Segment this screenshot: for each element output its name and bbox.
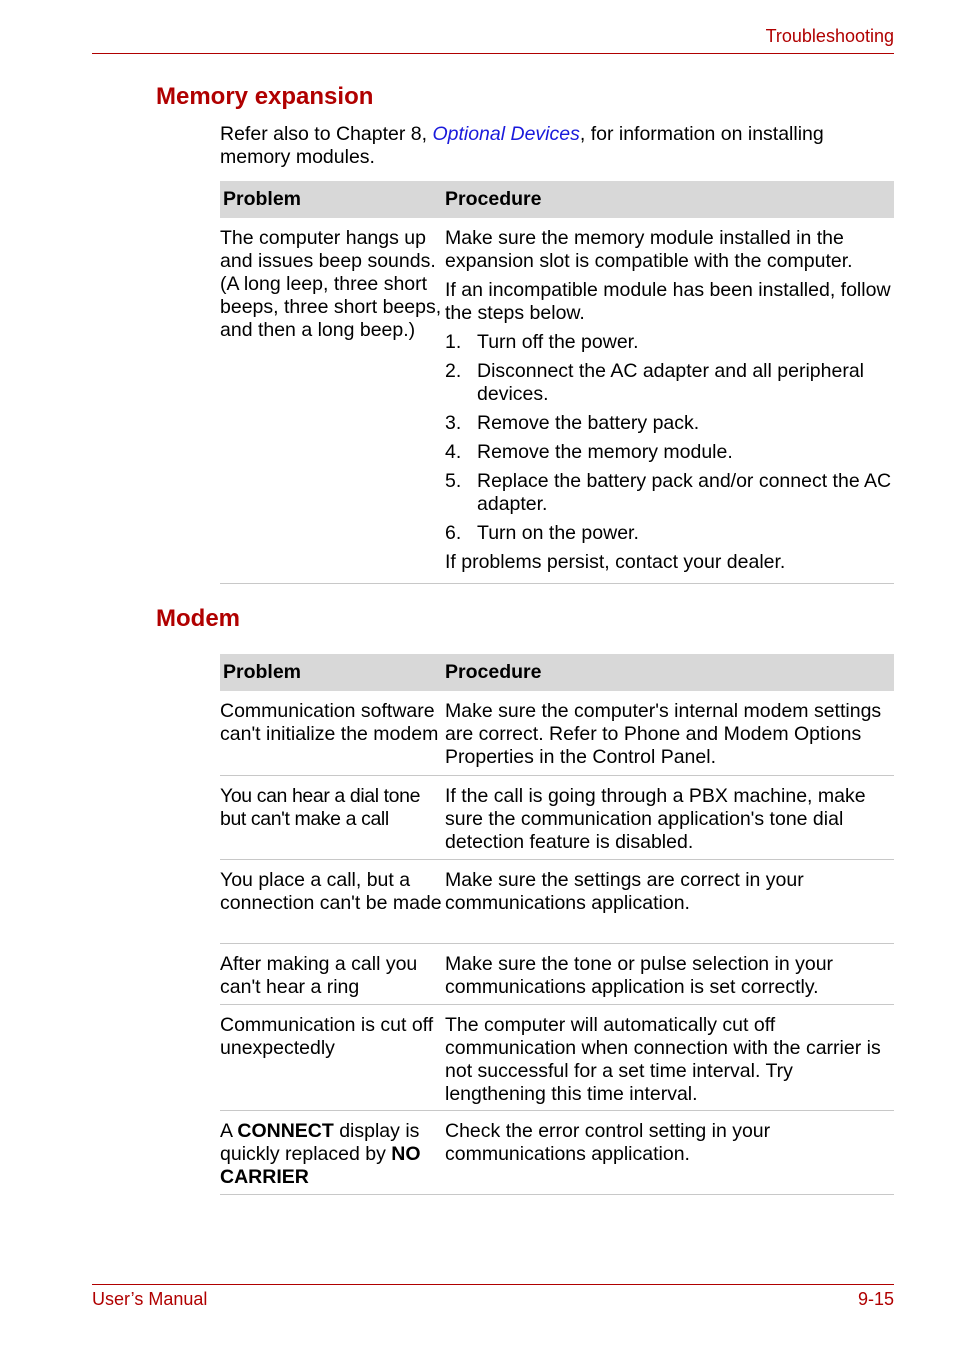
modem-heading: Modem [156, 605, 240, 632]
table-row [220, 860, 894, 944]
procedure-text: If problems persist, contact your dealer. [445, 551, 786, 573]
table-row [220, 1005, 894, 1111]
text: A [220, 1120, 238, 1142]
intro-text: Refer also to Chapter 8, [220, 123, 433, 145]
table-row [220, 218, 894, 584]
step-text: Remove the memory module. [477, 441, 733, 463]
col-problem: Problem [223, 661, 302, 683]
procedure-cell: If the call is going through a PBX machine, make sure the communication application's tone dial detection feature is disabled. [445, 785, 866, 853]
step-item [445, 441, 894, 464]
procedure-cell: Make sure the computer's internal modem settings are correct. Refer to Phone and Modem Options Properties in the Control Panel. [445, 700, 882, 768]
table-row [220, 691, 894, 776]
step-item [445, 412, 894, 435]
footer-title: User’s Manual [92, 1289, 208, 1309]
procedure-cell [445, 227, 894, 583]
procedure-cell: The computer will automatically cut off communication when connection with the carrier is not successful for a set time interval. Try lengthening this time interval. [445, 1014, 881, 1105]
table-row [220, 944, 894, 1005]
procedure-text: If an incompatible module has been installed, follow the steps below. [445, 279, 891, 324]
step-number: 5. [445, 470, 462, 492]
memory-table [220, 181, 894, 584]
step-number: 3. [445, 412, 462, 434]
procedure-text: Make sure the memory module installed in the expansion slot is compatible with the computer. [445, 227, 853, 272]
step-number: 6. [445, 522, 462, 544]
page-number: 9-15 [857, 1289, 894, 1309]
footer-rule [92, 1284, 894, 1285]
step-text: Turn off the power. [477, 331, 639, 353]
table-row [220, 1111, 894, 1195]
col-procedure: Procedure [445, 661, 542, 683]
procedure-cell: Make sure the tone or pulse selection in your communications application is set correctly. [445, 953, 834, 998]
problem-cell [220, 1120, 445, 1194]
procedure-cell: Make sure the settings are correct in your communications application. [445, 869, 804, 914]
problem-cell: You can hear a dial tone but can't make a call [220, 785, 421, 830]
step-text: Remove the battery pack. [477, 412, 700, 434]
intro-text-end: , for information on installing memory modules. [220, 123, 824, 168]
col-problem: Problem [223, 188, 302, 210]
step-text: Disconnect the AC adapter and all peripheral devices. [477, 360, 864, 405]
problem-cell: You place a call, but a connection can't be made [220, 869, 442, 914]
table-row [220, 776, 894, 860]
text: display is quickly replaced by [220, 1120, 420, 1165]
step-text: Turn on the power. [477, 522, 639, 544]
col-procedure: Procedure [445, 188, 542, 210]
procedure-cell: Check the error control setting in your communications application. [445, 1120, 771, 1165]
connect-keyword: CONNECT [237, 1120, 334, 1142]
step-item [445, 331, 894, 354]
problem-cell: Communication is cut off unexpectedly [220, 1014, 434, 1059]
no-carrier-keyword: NO CARRIER [220, 1143, 421, 1188]
problem-cell: After making a call you can't hear a ring [220, 953, 418, 998]
table-header [220, 181, 894, 218]
step-item [445, 470, 894, 516]
problem-cell: The computer hangs up and issues beep sounds. (A long leep, three short beeps, three short beeps, and then a long beep.) [220, 227, 442, 341]
memory-heading: Memory expansion [156, 83, 374, 110]
optional-devices-link[interactable]: Optional Devices [432, 123, 580, 145]
step-number: 2. [445, 360, 462, 382]
step-number: 1. [445, 331, 462, 353]
memory-intro [220, 123, 880, 169]
steps-list [445, 331, 894, 545]
modem-table [220, 654, 894, 1195]
header-rule [92, 53, 894, 54]
step-item [445, 360, 894, 406]
table-header [220, 654, 894, 691]
step-item [445, 522, 894, 545]
running-header: Troubleshooting [765, 26, 894, 46]
step-number: 4. [445, 441, 462, 463]
step-text: Replace the battery pack and/or connect the AC adapter. [477, 470, 892, 515]
problem-cell: Communication software can't initialize the modem [220, 700, 439, 745]
